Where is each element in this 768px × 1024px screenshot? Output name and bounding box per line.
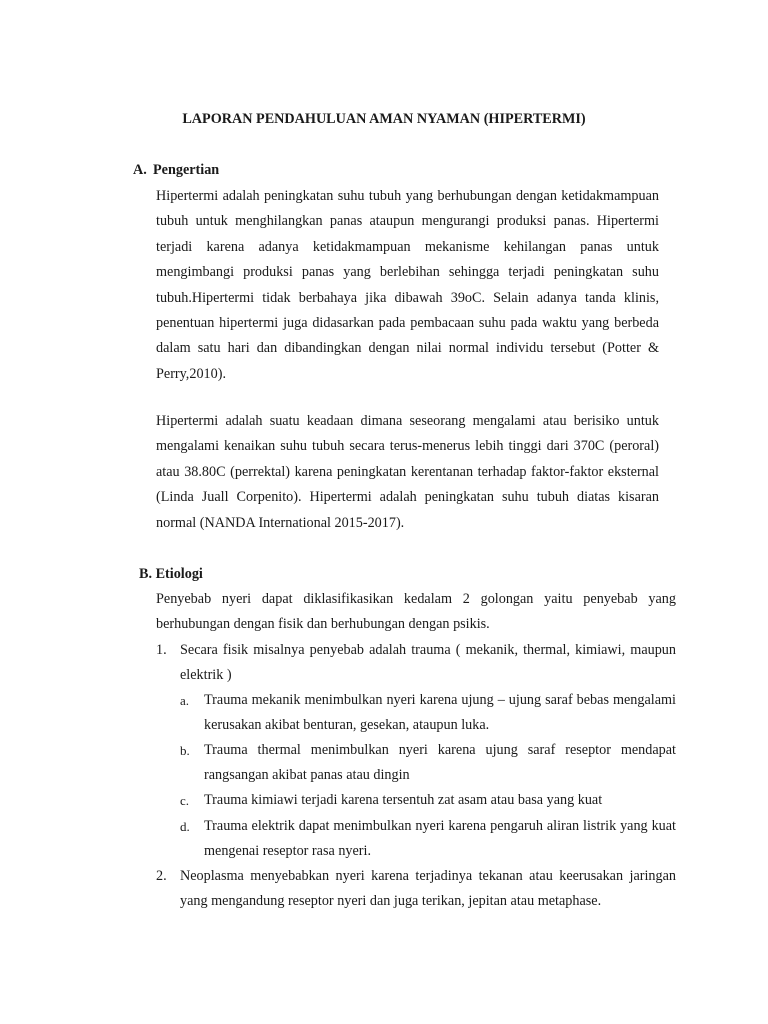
section-b-marker: B. [139, 566, 153, 582]
section-a-title: Pengertian [153, 162, 220, 178]
sub-item-c [180, 788, 676, 813]
list-item-2-marker: 2. [156, 868, 167, 884]
section-b-title: Etiologi [155, 566, 203, 582]
sub-item-a-text: Trauma mekanik menimbulkan nyeri karena ujung – ujung saraf bebas mengalami kerusakan akibat benturan, gesekan, ataupun luka. [204, 692, 676, 734]
section-a-paragraph-2: Hipertermi adalah suatu keadaan dimana seseorang mengalami atau berisiko untuk mengalami kenaikan suhu tubuh secara terus-menerus lebih tinggi dari 370C (peroral) atau 38.80C (perrektal) karena peningkatan kerentanan terhadap faktor-faktor eksternal (Linda Juall Corpenito). Hipertermi adalah peningkatan suhu tubuh diatas kisaran normal (NANDA International 2015-2017). [156, 413, 659, 531]
list-item-2-text: Neoplasma menyebabkan nyeri karena terjadinya tekanan atau keerusakan jaringan yang mengandung reseptor nyeri dan juga terikan, jepitan atau metaphase. [180, 868, 676, 910]
sub-item-a [180, 688, 676, 739]
sub-item-d [180, 814, 676, 865]
sub-item-a-marker: a. [180, 693, 190, 708]
sub-item-b-marker: b. [180, 743, 190, 758]
sub-item-c-marker: c. [180, 793, 190, 808]
sub-item-d-text: Trauma elektrik dapat menimbulkan nyeri karena pengaruh aliran listrik yang kuat mengenai reseptor rasa nyeri. [204, 818, 676, 860]
section-a-heading [133, 162, 219, 179]
section-b-heading [139, 566, 203, 583]
document-title: LAPORAN PENDAHULUAN AMAN NYAMAN (HIPERTERMI) [182, 111, 586, 127]
list-item-1-marker: 1. [156, 642, 167, 658]
section-b-intro: Penyebab nyeri dapat diklasifikasikan kedalam 2 golongan yaitu penyebab yang berhubungan dengan fisik dan berhubungan dengan psikis. [156, 591, 676, 633]
list-item-1-text: Secara fisik misalnya penyebab adalah trauma ( mekanik, thermal, kimiawi, maupun elektrik ) [180, 642, 676, 684]
section-a-paragraph-1: Hipertermi adalah peningkatan suhu tubuh yang berhubungan dengan ketidakmampuan tubuh untuk menghilangkan panas ataupun mengurangi produksi panas. Hipertermi terjadi karena adanya ketidakmampuan mekanisme kehilangan panas untuk mengimbangi produksi panas yang berlebihan sehingga terjadi peningkatan suhu tubuh.Hipertermi tidak berbahaya jika dibawah 39oC. Selain adanya tanda klinis, penentuan hipertermi juga didasarkan pada pembacaan suhu pada waktu yang berbeda dalam satu hari dan dibandingkan dengan nilai normal individu tersebut (Potter & Perry,2010). [156, 188, 659, 382]
sub-item-c-text: Trauma kimiawi terjadi karena tersentuh zat asam atau basa yang kuat [204, 792, 603, 808]
sub-item-d-marker: d. [180, 819, 190, 834]
sub-item-b-text: Trauma thermal menimbulkan nyeri karena ujung saraf reseptor mendapat rangsangan akibat panas atau dingin [204, 742, 676, 784]
section-a-marker: A. [133, 162, 147, 178]
sub-item-b [180, 738, 676, 789]
list-item-2 [156, 864, 676, 915]
list-item-1 [156, 638, 676, 689]
